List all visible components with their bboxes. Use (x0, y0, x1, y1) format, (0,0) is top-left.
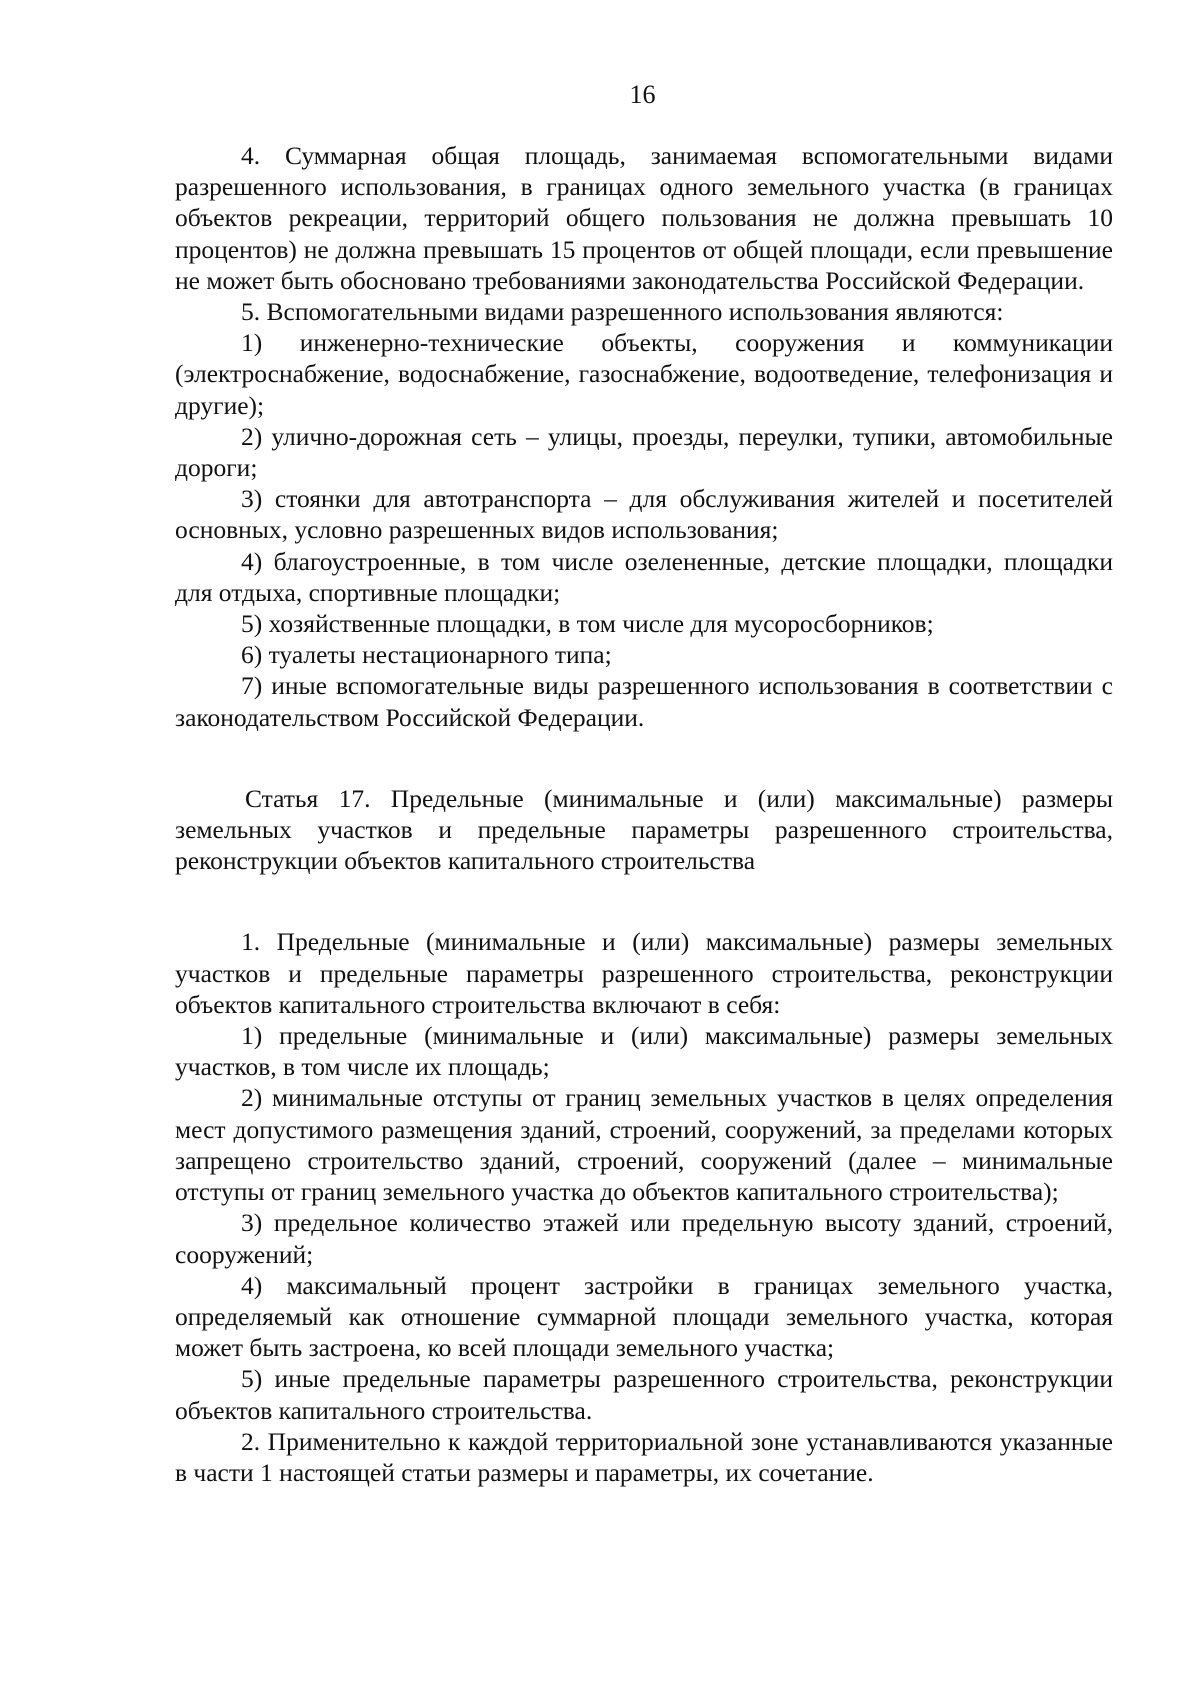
list-item: 1) предельные (минимальные и (или) максимальные) размеры земельных участков, в том числе их площадь; (175, 1021, 1113, 1082)
paragraph-5: 5. Вспомогательными видами разрешенного использования являются: (241, 297, 1004, 327)
paragraph-4: 4. Суммарная общая площадь, занимаемая вспомогательными видами разрешенного использования, в границах одного земельного участка (в границах объектов рекреации, территорий общего пользования не должна превышать 10 процентов) не должна превышать 15 процентов от общей площади, если превышение не может быть обосновано требованиями законодательства Российской Федерации. (175, 141, 1113, 295)
list-item: 3) предельное количество этажей или предельную высоту зданий, строений, сооружений; (175, 1208, 1113, 1269)
article-17-heading: Статья 17. Предельные (минимальные и (или) максимальные) размеры земельных участков и предельные параметры разрешенного строительства, реконструкции объектов капитального строительства (175, 783, 1113, 876)
spacer (175, 733, 1113, 783)
list-item: 4) благоустроенные, в том числе озелененные, детские площадки, площадки для отдыха, спортивные площадки; (175, 546, 1113, 607)
list-item: 2) минимальные отступы от границ земельных участков в целях определения мест допустимого размещения зданий, строений, сооружений, за пределами которых запрещено строительство зданий, строений, сооружений (далее – минимальные отступы от границ земельного участка до объектов капитального строительства); (175, 1083, 1113, 1207)
list-item: 5) хозяйственные площадки, в том числе для мусоросборников; (241, 609, 934, 639)
spacer (175, 876, 1113, 926)
page-number: 16 (629, 80, 656, 109)
document-body (175, 140, 1113, 1488)
list-item: 6) туалеты нестационарного типа; (241, 640, 612, 670)
article-17-paragraph-2: 2. Применительно к каждой территориальной зоне устанавливаются указанные в части 1 настоящей статьи размеры и параметры, их сочетание. (175, 1426, 1113, 1487)
list-item: 1) инженерно-технические объекты, сооружения и коммуникации (электроснабжение, водоснабжение, газоснабжение, водоотведение, телефонизация и другие); (175, 328, 1113, 420)
article-17-paragraph-1: 1. Предельные (минимальные и (или) максимальные) размеры земельных участков и предельные параметры разрешенного строительства, реконструкции объектов капитального строительства включают в себя: (175, 927, 1113, 1019)
list-item: 4) максимальный процент застройки в границах земельного участка, определяемый как отношение суммарной площади земельного участка, которая может быть застроена, ко всей площади земельного участка; (175, 1270, 1113, 1363)
list-item: 3) стоянки для автотранспорта – для обслуживания жителей и посетителей основных, условно разрешенных видов использования; (175, 484, 1113, 545)
list-item: 7) иные вспомогательные виды разрешенного использования в соответствии с законодательством Российской Федерации. (175, 671, 1113, 732)
list-item: 5) иные предельные параметры разрешенного строительства, реконструкции объектов капитального строительства. (175, 1364, 1113, 1425)
list-item: 2) улично-дорожная сеть – улицы, проезды, переулки, тупики, автомобильные дороги; (175, 421, 1113, 483)
